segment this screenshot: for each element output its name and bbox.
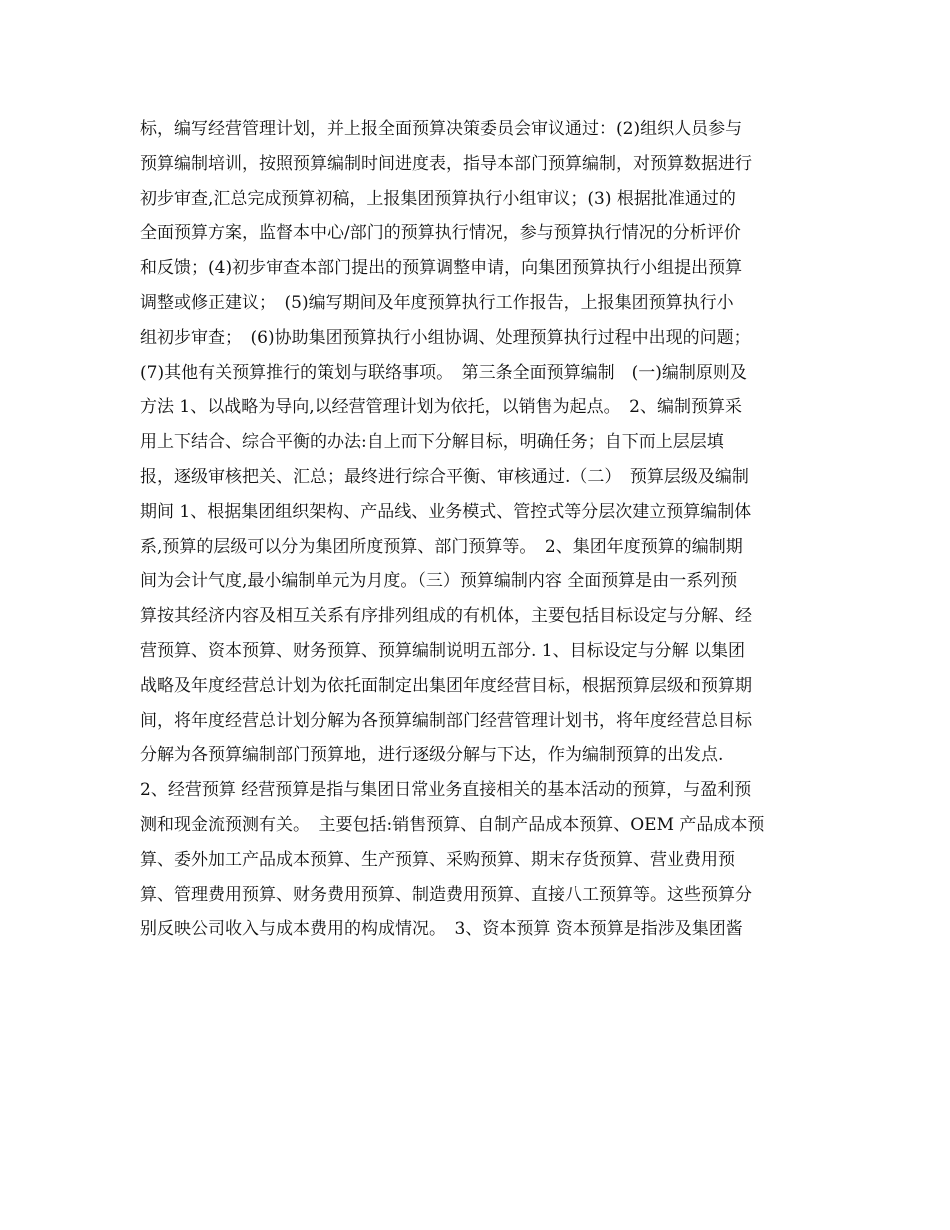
text-line: 系,预算的层级可以分为集团所度预算、部门预算等。 2、集团年度预算的编制期 [140, 536, 743, 557]
text-line: (7)其他有关预算推行的策划与联络事项。 第三条全面预算编制 (一)编制原则及 [140, 362, 747, 383]
text-line: 2、经营预算 经营预算是指与集团日常业务直接相关的基本活动的预算，与盈利预 [140, 780, 752, 801]
text-line: 间为会计气度,最小编制单元为月度。（三）预算编制内容 全面预算是由一系列预 [140, 571, 738, 592]
text-line: 预算编制培训，按照预算编制时间进度表，指导本部门预算编制，对预算数据进行 [140, 153, 752, 174]
body-text [140, 112, 820, 947]
text-line: 战略及年度经营总计划为依托面制定出集团年度经营目标，根据预算层级和预算期 [140, 675, 752, 696]
text-line: 算、管理费用预算、财务费用预算、制造费用预算、直接八工预算等。这些预算分 [140, 884, 752, 905]
text-line: 方法 1、以战略为导向,以经营管理计划为依托，以销售为起点。 2、编制预算采 [140, 397, 742, 418]
text-line: 分解为各预算编制部门预算地，进行逐级分解与下达，作为编制预算的出发点. [140, 745, 724, 766]
text-line: 算、委外加工产品成本预算、生产预算、采购预算、期末存货预算、营业费用预 [140, 849, 735, 870]
text-line: 测和现金流预测有关。 主要包括:销售预算、自制产品成本预算、OEM 产品成本预 [140, 814, 765, 835]
text-line: 初步审查,汇总完成预算初稿，上报集团预算执行小组审议；(3) 根据批准通过的 [140, 188, 736, 209]
text-line: 期间 1、根据集团组织架构、产品线、业务模式、管控式等分层次建立预算编制体 [140, 501, 752, 522]
text-line: 营预算、资本预算、财务预算、预算编制说明五部分. 1、目标设定与分解 以集团 [140, 640, 746, 661]
text-line: 报，逐级审核把关、汇总；最终进行综合平衡、审核通过.（二） 预算层级及编制 [140, 466, 749, 487]
text-line: 用上下结合、综合平衡的办法:自上而下分解目标，明确任务；自下而上层层填 [140, 432, 724, 453]
text-line: 组初步审查； (6)协助集团预算执行小组协调、处理预算执行过程中出现的问题； [140, 327, 751, 348]
text-line: 间，将年度经营总计划分解为各预算编制部门经营管理计划书，将年度经营总目标 [140, 710, 752, 731]
text-line: 别反映公司收入与成本费用的构成情况。 3、资本预算 资本预算是指涉及集团酱 [140, 919, 743, 940]
text-line: 标，编写经营管理计划，并上报全面预算决策委员会审议通过：(2)组织人员参与 [140, 119, 743, 139]
text-line: 和反馈；(4)初步审查本部门提出的预算调整申请，向集团预算执行小组提出预算 [140, 258, 743, 279]
text-line: 算按其经济内容及相互关系有序排列组成的有机体，主要包括目标设定与分解、经 [140, 606, 752, 627]
text-line: 调整或修正建议； (5)编写期间及年度预算执行工作报告，上报集团预算执行小 [140, 292, 734, 313]
text-line: 全面预算方案，监督本中心/部门的预算执行情况，参与预算执行情况的分析评价 [140, 223, 741, 244]
